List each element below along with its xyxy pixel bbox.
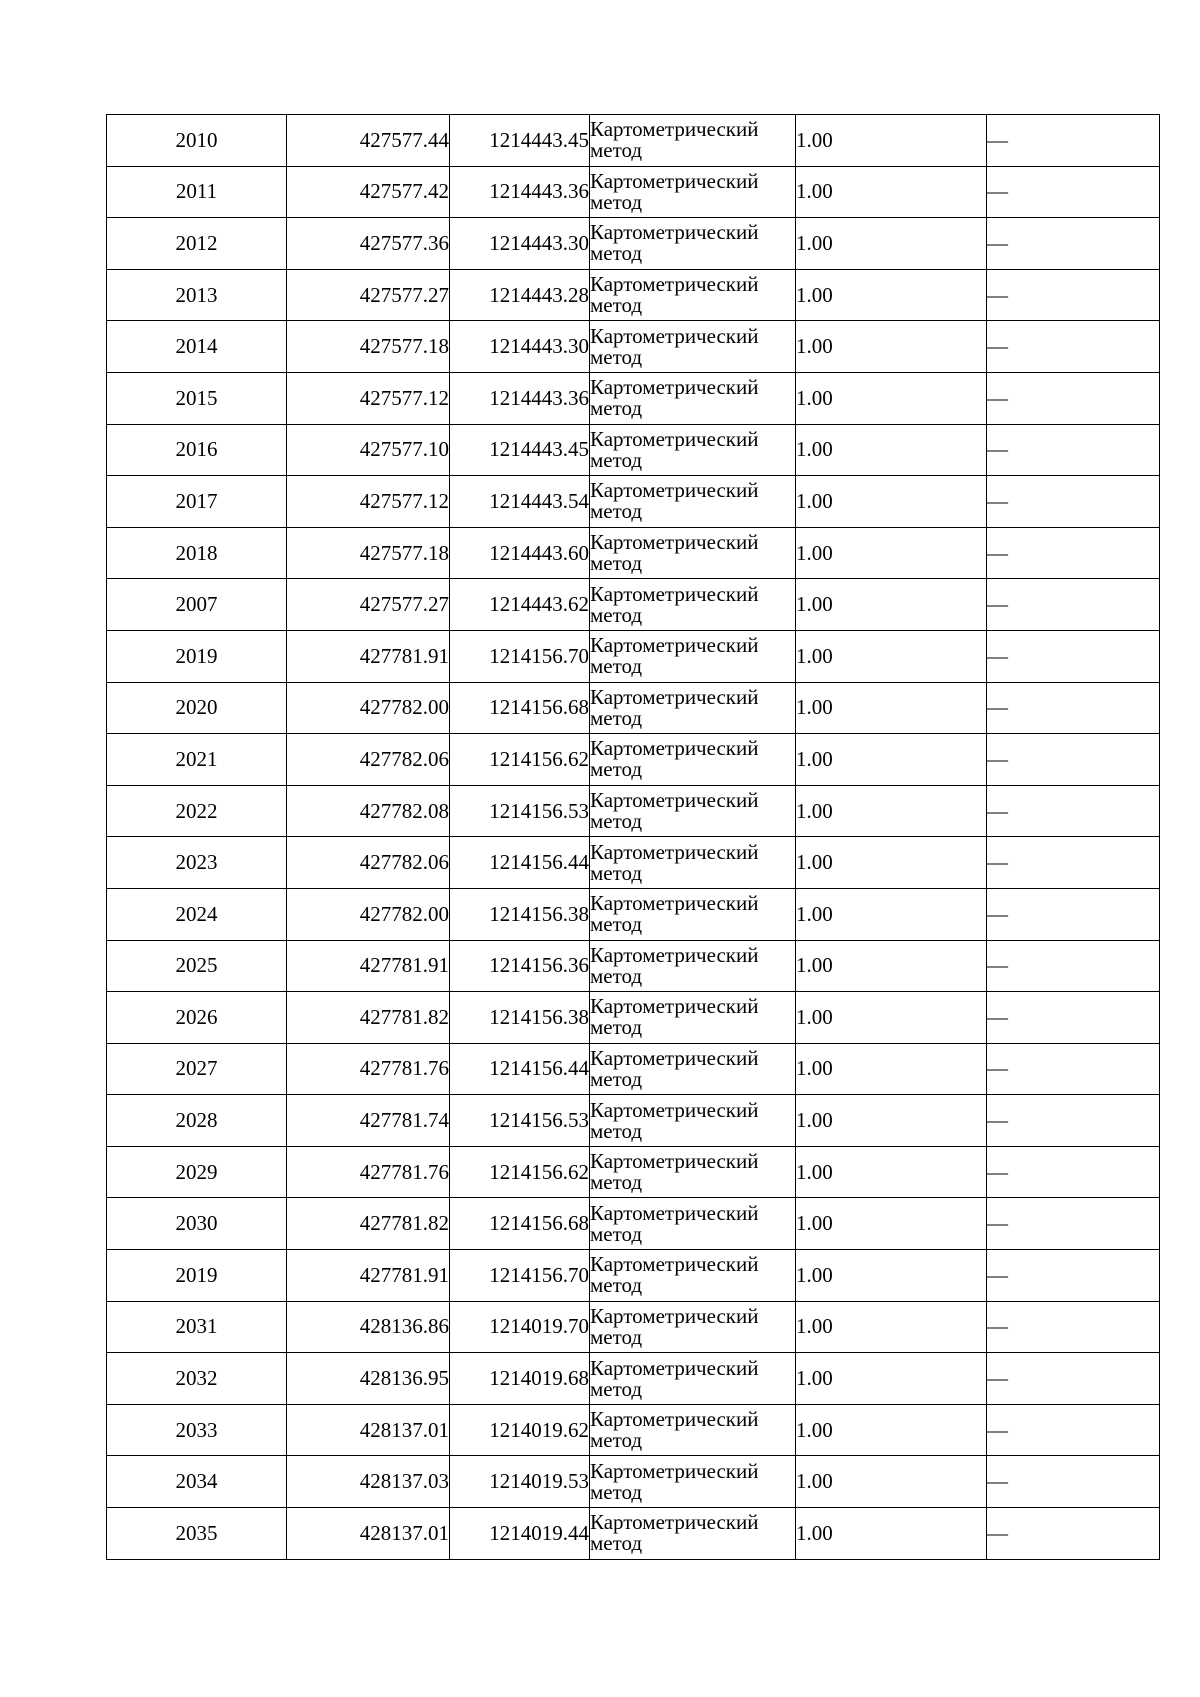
method-label-line1: Картометрический bbox=[590, 117, 759, 142]
method-cell bbox=[590, 1353, 796, 1405]
method-label-line1: Картометрический bbox=[590, 530, 759, 555]
method-label-line2: метод bbox=[590, 1221, 643, 1246]
table-row bbox=[107, 579, 1160, 631]
description-cell: — bbox=[987, 476, 1160, 528]
method-label-line2: метод bbox=[590, 1479, 643, 1504]
y-coordinate-cell: 1214443.45 bbox=[450, 115, 590, 167]
accuracy-cell: 1.00 bbox=[796, 527, 987, 579]
table-row bbox=[107, 115, 1160, 167]
description-cell: — bbox=[987, 424, 1160, 476]
description-cell: — bbox=[987, 1146, 1160, 1198]
y-coordinate-cell: 1214443.45 bbox=[450, 424, 590, 476]
y-coordinate-cell: 1214019.62 bbox=[450, 1404, 590, 1456]
method-label-line1: Картометрический bbox=[590, 220, 759, 245]
description-cell: — bbox=[987, 1456, 1160, 1508]
point-number-cell: 2025 bbox=[107, 940, 287, 992]
method-label-line2: метод bbox=[590, 1273, 643, 1298]
point-number-cell: 2013 bbox=[107, 269, 287, 321]
y-coordinate-cell: 1214443.62 bbox=[450, 579, 590, 631]
method-cell bbox=[590, 1301, 796, 1353]
method-label-line1: Картометрический bbox=[590, 1458, 759, 1483]
point-number-cell: 2017 bbox=[107, 476, 287, 528]
method-label-line1: Картометрический bbox=[590, 1149, 759, 1174]
x-coordinate-cell: 427577.10 bbox=[287, 424, 450, 476]
x-coordinate-cell: 428137.03 bbox=[287, 1456, 450, 1508]
x-coordinate-cell: 427577.18 bbox=[287, 321, 450, 373]
x-coordinate-cell: 428137.01 bbox=[287, 1404, 450, 1456]
method-cell bbox=[590, 269, 796, 321]
x-coordinate-cell: 427781.76 bbox=[287, 1043, 450, 1095]
table-row bbox=[107, 166, 1160, 218]
method-cell bbox=[590, 1404, 796, 1456]
method-label-line1: Картометрический bbox=[590, 426, 759, 451]
accuracy-cell: 1.00 bbox=[796, 888, 987, 940]
point-number-cell: 2024 bbox=[107, 888, 287, 940]
table-row bbox=[107, 1043, 1160, 1095]
method-cell bbox=[590, 1095, 796, 1147]
y-coordinate-cell: 1214443.36 bbox=[450, 372, 590, 424]
method-cell bbox=[590, 888, 796, 940]
table-row bbox=[107, 940, 1160, 992]
x-coordinate-cell: 428136.95 bbox=[287, 1353, 450, 1405]
accuracy-cell: 1.00 bbox=[796, 682, 987, 734]
y-coordinate-cell: 1214156.53 bbox=[450, 785, 590, 837]
y-coordinate-cell: 1214019.68 bbox=[450, 1353, 590, 1405]
y-coordinate-cell: 1214156.70 bbox=[450, 1250, 590, 1302]
method-cell bbox=[590, 166, 796, 218]
x-coordinate-cell: 427577.36 bbox=[287, 218, 450, 270]
point-number-cell: 2014 bbox=[107, 321, 287, 373]
y-coordinate-cell: 1214443.30 bbox=[450, 321, 590, 373]
accuracy-cell: 1.00 bbox=[796, 1404, 987, 1456]
point-number-cell: 2033 bbox=[107, 1404, 287, 1456]
point-number-cell: 2028 bbox=[107, 1095, 287, 1147]
point-number-cell: 2015 bbox=[107, 372, 287, 424]
accuracy-cell: 1.00 bbox=[796, 269, 987, 321]
point-number-cell: 2030 bbox=[107, 1198, 287, 1250]
description-cell: — bbox=[987, 940, 1160, 992]
accuracy-cell: 1.00 bbox=[796, 1456, 987, 1508]
accuracy-cell: 1.00 bbox=[796, 321, 987, 373]
point-number-cell: 2019 bbox=[107, 1250, 287, 1302]
method-label-line2: метод bbox=[590, 1066, 643, 1091]
method-label-line2: метод bbox=[590, 293, 643, 318]
coordinates-table bbox=[106, 114, 1160, 1560]
x-coordinate-cell: 427782.00 bbox=[287, 682, 450, 734]
method-label-line1: Картометрический bbox=[590, 581, 759, 606]
method-label-line2: метод bbox=[590, 757, 643, 782]
method-label-line2: метод bbox=[590, 654, 643, 679]
x-coordinate-cell: 427781.74 bbox=[287, 1095, 450, 1147]
y-coordinate-cell: 1214443.30 bbox=[450, 218, 590, 270]
method-label-line2: метод bbox=[590, 551, 643, 576]
table-row bbox=[107, 1146, 1160, 1198]
method-cell bbox=[590, 785, 796, 837]
accuracy-cell: 1.00 bbox=[796, 940, 987, 992]
method-label-line1: Картометрический bbox=[590, 736, 759, 761]
y-coordinate-cell: 1214156.38 bbox=[450, 888, 590, 940]
method-label-line1: Картометрический bbox=[590, 1252, 759, 1277]
point-number-cell: 2032 bbox=[107, 1353, 287, 1405]
point-number-cell: 2034 bbox=[107, 1456, 287, 1508]
method-cell bbox=[590, 476, 796, 528]
table-row bbox=[107, 1095, 1160, 1147]
description-cell: — bbox=[987, 837, 1160, 889]
accuracy-cell: 1.00 bbox=[796, 1198, 987, 1250]
point-number-cell: 2016 bbox=[107, 424, 287, 476]
accuracy-cell: 1.00 bbox=[796, 992, 987, 1044]
y-coordinate-cell: 1214156.53 bbox=[450, 1095, 590, 1147]
method-label-line2: метод bbox=[590, 602, 643, 627]
method-label-line1: Картометрический bbox=[590, 1200, 759, 1225]
method-label-line1: Картометрический bbox=[590, 942, 759, 967]
point-number-cell: 2026 bbox=[107, 992, 287, 1044]
method-cell bbox=[590, 734, 796, 786]
coordinates-table-body bbox=[107, 115, 1160, 1560]
method-cell bbox=[590, 992, 796, 1044]
method-cell bbox=[590, 321, 796, 373]
method-label-line2: метод bbox=[590, 138, 643, 163]
table-row bbox=[107, 1404, 1160, 1456]
method-label-line1: Картометрический bbox=[590, 323, 759, 348]
y-coordinate-cell: 1214156.68 bbox=[450, 682, 590, 734]
y-coordinate-cell: 1214019.44 bbox=[450, 1508, 590, 1560]
method-label-line2: метод bbox=[590, 809, 643, 834]
method-cell bbox=[590, 1508, 796, 1560]
accuracy-cell: 1.00 bbox=[796, 1043, 987, 1095]
table-row bbox=[107, 527, 1160, 579]
method-cell bbox=[590, 682, 796, 734]
method-label-line1: Картометрический bbox=[590, 478, 759, 503]
description-cell: — bbox=[987, 682, 1160, 734]
point-number-cell: 2022 bbox=[107, 785, 287, 837]
table-row bbox=[107, 476, 1160, 528]
point-number-cell: 2029 bbox=[107, 1146, 287, 1198]
method-label-line1: Картометрический bbox=[590, 684, 759, 709]
y-coordinate-cell: 1214443.60 bbox=[450, 527, 590, 579]
accuracy-cell: 1.00 bbox=[796, 1353, 987, 1405]
description-cell: — bbox=[987, 1404, 1160, 1456]
method-label-line2: метод bbox=[590, 1324, 643, 1349]
description-cell: — bbox=[987, 372, 1160, 424]
method-label-line1: Картометрический bbox=[590, 788, 759, 813]
y-coordinate-cell: 1214156.70 bbox=[450, 630, 590, 682]
method-label-line2: метод bbox=[590, 241, 643, 266]
method-label-line2: метод bbox=[590, 963, 643, 988]
method-cell bbox=[590, 115, 796, 167]
table-row bbox=[107, 1250, 1160, 1302]
accuracy-cell: 1.00 bbox=[796, 424, 987, 476]
method-cell bbox=[590, 1043, 796, 1095]
table-row bbox=[107, 321, 1160, 373]
y-coordinate-cell: 1214156.62 bbox=[450, 734, 590, 786]
accuracy-cell: 1.00 bbox=[796, 166, 987, 218]
point-number-cell: 2011 bbox=[107, 166, 287, 218]
table-row bbox=[107, 218, 1160, 270]
y-coordinate-cell: 1214443.54 bbox=[450, 476, 590, 528]
method-label-line2: метод bbox=[590, 1015, 643, 1040]
description-cell: — bbox=[987, 115, 1160, 167]
method-label-line2: метод bbox=[590, 344, 643, 369]
method-cell bbox=[590, 579, 796, 631]
method-label-line1: Картометрический bbox=[590, 1355, 759, 1380]
table-row bbox=[107, 630, 1160, 682]
y-coordinate-cell: 1214156.38 bbox=[450, 992, 590, 1044]
method-label-line1: Картометрический bbox=[590, 168, 759, 193]
point-number-cell: 2018 bbox=[107, 527, 287, 579]
method-cell bbox=[590, 372, 796, 424]
table-row bbox=[107, 888, 1160, 940]
description-cell: — bbox=[987, 1301, 1160, 1353]
accuracy-cell: 1.00 bbox=[796, 785, 987, 837]
document-page bbox=[106, 114, 1159, 1560]
x-coordinate-cell: 427781.91 bbox=[287, 940, 450, 992]
table-row bbox=[107, 1456, 1160, 1508]
x-coordinate-cell: 427781.82 bbox=[287, 992, 450, 1044]
method-cell bbox=[590, 527, 796, 579]
x-coordinate-cell: 427577.42 bbox=[287, 166, 450, 218]
method-label-line1: Картометрический bbox=[590, 375, 759, 400]
table-row bbox=[107, 269, 1160, 321]
point-number-cell: 2031 bbox=[107, 1301, 287, 1353]
point-number-cell: 2021 bbox=[107, 734, 287, 786]
point-number-cell: 2019 bbox=[107, 630, 287, 682]
method-label-line2: метод bbox=[590, 1118, 643, 1143]
x-coordinate-cell: 427781.82 bbox=[287, 1198, 450, 1250]
accuracy-cell: 1.00 bbox=[796, 837, 987, 889]
x-coordinate-cell: 427781.91 bbox=[287, 630, 450, 682]
method-label-line2: метод bbox=[590, 1531, 643, 1556]
method-cell bbox=[590, 218, 796, 270]
table-row bbox=[107, 1353, 1160, 1405]
description-cell: — bbox=[987, 218, 1160, 270]
y-coordinate-cell: 1214156.36 bbox=[450, 940, 590, 992]
method-label-line2: метод bbox=[590, 912, 643, 937]
table-row bbox=[107, 682, 1160, 734]
description-cell: — bbox=[987, 1043, 1160, 1095]
method-cell bbox=[590, 424, 796, 476]
point-number-cell: 2035 bbox=[107, 1508, 287, 1560]
method-label-line1: Картометрический bbox=[590, 1097, 759, 1122]
point-number-cell: 2010 bbox=[107, 115, 287, 167]
description-cell: — bbox=[987, 321, 1160, 373]
accuracy-cell: 1.00 bbox=[796, 115, 987, 167]
method-label-line1: Картометрический bbox=[590, 1303, 759, 1328]
y-coordinate-cell: 1214443.28 bbox=[450, 269, 590, 321]
x-coordinate-cell: 427577.27 bbox=[287, 579, 450, 631]
description-cell: — bbox=[987, 579, 1160, 631]
description-cell: — bbox=[987, 527, 1160, 579]
x-coordinate-cell: 427577.12 bbox=[287, 372, 450, 424]
method-label-line2: метод bbox=[590, 396, 643, 421]
accuracy-cell: 1.00 bbox=[796, 372, 987, 424]
description-cell: — bbox=[987, 630, 1160, 682]
table-row bbox=[107, 1198, 1160, 1250]
description-cell: — bbox=[987, 1353, 1160, 1405]
table-row bbox=[107, 734, 1160, 786]
table-row bbox=[107, 424, 1160, 476]
method-cell bbox=[590, 940, 796, 992]
x-coordinate-cell: 427782.00 bbox=[287, 888, 450, 940]
method-cell bbox=[590, 1146, 796, 1198]
accuracy-cell: 1.00 bbox=[796, 579, 987, 631]
table-row bbox=[107, 992, 1160, 1044]
point-number-cell: 2027 bbox=[107, 1043, 287, 1095]
method-label-line1: Картометрический bbox=[590, 891, 759, 916]
description-cell: — bbox=[987, 166, 1160, 218]
method-label-line1: Картометрический bbox=[590, 1510, 759, 1535]
description-cell: — bbox=[987, 1508, 1160, 1560]
accuracy-cell: 1.00 bbox=[796, 1250, 987, 1302]
table-row bbox=[107, 1301, 1160, 1353]
method-cell bbox=[590, 1198, 796, 1250]
table-row bbox=[107, 837, 1160, 889]
y-coordinate-cell: 1214156.68 bbox=[450, 1198, 590, 1250]
method-label-line1: Картометрический bbox=[590, 633, 759, 658]
x-coordinate-cell: 427577.27 bbox=[287, 269, 450, 321]
method-cell bbox=[590, 630, 796, 682]
method-cell bbox=[590, 1456, 796, 1508]
description-cell: — bbox=[987, 1095, 1160, 1147]
method-label-line2: метод bbox=[590, 189, 643, 214]
method-label-line1: Картометрический bbox=[590, 839, 759, 864]
y-coordinate-cell: 1214156.44 bbox=[450, 837, 590, 889]
table-row bbox=[107, 1508, 1160, 1560]
x-coordinate-cell: 427782.06 bbox=[287, 837, 450, 889]
description-cell: — bbox=[987, 269, 1160, 321]
x-coordinate-cell: 427577.18 bbox=[287, 527, 450, 579]
accuracy-cell: 1.00 bbox=[796, 218, 987, 270]
method-label-line2: метод bbox=[590, 1376, 643, 1401]
y-coordinate-cell: 1214019.53 bbox=[450, 1456, 590, 1508]
x-coordinate-cell: 427782.06 bbox=[287, 734, 450, 786]
point-number-cell: 2020 bbox=[107, 682, 287, 734]
x-coordinate-cell: 427577.12 bbox=[287, 476, 450, 528]
accuracy-cell: 1.00 bbox=[796, 1301, 987, 1353]
description-cell: — bbox=[987, 1250, 1160, 1302]
description-cell: — bbox=[987, 992, 1160, 1044]
y-coordinate-cell: 1214443.36 bbox=[450, 166, 590, 218]
method-cell bbox=[590, 1250, 796, 1302]
method-label-line2: метод bbox=[590, 447, 643, 472]
accuracy-cell: 1.00 bbox=[796, 630, 987, 682]
method-label-line2: метод bbox=[590, 499, 643, 524]
method-label-line2: метод bbox=[590, 705, 643, 730]
accuracy-cell: 1.00 bbox=[796, 734, 987, 786]
method-label-line1: Картометрический bbox=[590, 272, 759, 297]
description-cell: — bbox=[987, 734, 1160, 786]
description-cell: — bbox=[987, 888, 1160, 940]
point-number-cell: 2007 bbox=[107, 579, 287, 631]
accuracy-cell: 1.00 bbox=[796, 1508, 987, 1560]
x-coordinate-cell: 427781.76 bbox=[287, 1146, 450, 1198]
method-label-line1: Картометрический bbox=[590, 1407, 759, 1432]
accuracy-cell: 1.00 bbox=[796, 1146, 987, 1198]
description-cell: — bbox=[987, 1198, 1160, 1250]
y-coordinate-cell: 1214156.62 bbox=[450, 1146, 590, 1198]
table-row bbox=[107, 372, 1160, 424]
y-coordinate-cell: 1214156.44 bbox=[450, 1043, 590, 1095]
accuracy-cell: 1.00 bbox=[796, 1095, 987, 1147]
y-coordinate-cell: 1214019.70 bbox=[450, 1301, 590, 1353]
table-row bbox=[107, 785, 1160, 837]
x-coordinate-cell: 427782.08 bbox=[287, 785, 450, 837]
point-number-cell: 2023 bbox=[107, 837, 287, 889]
x-coordinate-cell: 427577.44 bbox=[287, 115, 450, 167]
x-coordinate-cell: 427781.91 bbox=[287, 1250, 450, 1302]
method-label-line1: Картометрический bbox=[590, 1045, 759, 1070]
method-label-line2: метод bbox=[590, 1428, 643, 1453]
x-coordinate-cell: 428137.01 bbox=[287, 1508, 450, 1560]
method-label-line2: метод bbox=[590, 860, 643, 885]
x-coordinate-cell: 428136.86 bbox=[287, 1301, 450, 1353]
method-label-line2: метод bbox=[590, 1170, 643, 1195]
point-number-cell: 2012 bbox=[107, 218, 287, 270]
method-label-line1: Картометрический bbox=[590, 994, 759, 1019]
description-cell: — bbox=[987, 785, 1160, 837]
method-cell bbox=[590, 837, 796, 889]
accuracy-cell: 1.00 bbox=[796, 476, 987, 528]
